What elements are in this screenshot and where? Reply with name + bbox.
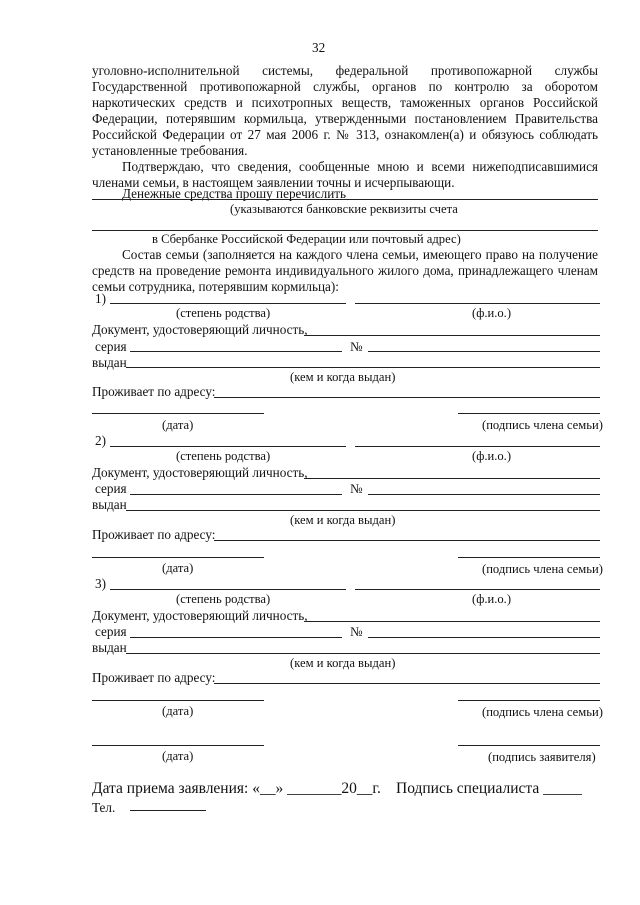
member-3-date-hint: (дата): [162, 704, 194, 718]
member-1-fio-field[interactable]: [355, 303, 600, 304]
member-1-relation-field[interactable]: [110, 303, 346, 304]
member-3-no-field[interactable]: [368, 637, 600, 638]
member-3-series-field[interactable]: [130, 637, 342, 638]
member-2-number: 2): [95, 433, 106, 448]
member-3-fio-hint: (ф.и.о.): [472, 592, 512, 606]
member-3-doc-label: Документ, удостоверяющий личность,: [92, 608, 308, 623]
member-3-issued-label: выдан: [92, 640, 127, 655]
member-1-issued-label: выдан: [92, 355, 127, 370]
member-2-issued-label: выдан: [92, 497, 127, 512]
family-line-1: Состав семьи (заполняется на каждого члена семьи, имеющего право на получение: [122, 247, 598, 262]
member-2-date-hint: (дата): [162, 561, 194, 575]
member-3-fio-field[interactable]: [355, 589, 600, 590]
member-1-address-label: Проживает по адресу:: [92, 384, 216, 399]
bank-line[interactable]: [92, 230, 598, 231]
member-1-sign-field[interactable]: [458, 413, 600, 414]
family-line-3: семьи сотрудника, потерявшим кормильца):: [92, 279, 339, 294]
member-2-no-field[interactable]: [368, 494, 600, 495]
member-2-doc-label: Документ, удостоверяющий личность,: [92, 465, 308, 480]
bank-hint-2: в Сбербанке Российской Федерации или почтовый адрес): [152, 232, 461, 246]
member-3-address-label: Проживает по адресу:: [92, 670, 216, 685]
applicant-sign-hint: (подпись заявителя): [488, 750, 596, 764]
member-2-sign-field[interactable]: [458, 557, 600, 558]
intro-line-2: Государственной противопожарной службы, органов по контролю за оборотом: [92, 79, 598, 94]
member-3-series-label: серия: [95, 624, 127, 639]
intro-line-5: Российской Федерации от 27 мая 2006 г. № 313, ознакомлен(а) и обязуюсь соблюдать: [92, 127, 598, 142]
member-1-no-field[interactable]: [368, 351, 600, 352]
member-1-fio-hint: (ф.и.о.): [472, 306, 512, 320]
member-3-issued-hint: (кем и когда выдан): [290, 656, 396, 670]
member-1-series-field[interactable]: [130, 351, 342, 352]
member-1-doc-field[interactable]: [304, 335, 600, 336]
member-1-no-label: №: [350, 339, 363, 354]
applicant-date-hint: (дата): [162, 749, 194, 763]
member-2-relation-field[interactable]: [110, 446, 346, 447]
member-3-doc-field[interactable]: [304, 621, 600, 622]
member-2-address-field[interactable]: [214, 540, 600, 541]
intro-line-6: установленные требования.: [92, 143, 248, 158]
member-1-issued-field[interactable]: [126, 367, 600, 368]
bank-hint: (указываются банковские реквизиты счета: [230, 202, 458, 216]
member-3-number: 3): [95, 576, 106, 591]
applicant-date-field[interactable]: [92, 745, 264, 746]
member-2-doc-field[interactable]: [304, 478, 600, 479]
member-2-date-field[interactable]: [92, 557, 264, 558]
member-1-address-field[interactable]: [214, 397, 600, 398]
funds-label: Денежные средства прошу перечислить: [122, 186, 347, 201]
member-2-fio-field[interactable]: [355, 446, 600, 447]
member-2-issued-hint: (кем и когда выдан): [290, 513, 396, 527]
funds-line[interactable]: [92, 199, 598, 200]
specialist-sign: Подпись специалиста _____: [396, 780, 582, 797]
member-2-series-field[interactable]: [130, 494, 342, 495]
member-2-fio-hint: (ф.и.о.): [472, 449, 512, 463]
member-3-relation-hint: (степень родства): [176, 592, 271, 606]
member-3-relation-field[interactable]: [110, 589, 346, 590]
member-3-issued-field[interactable]: [126, 653, 600, 654]
member-3-no-label: №: [350, 624, 363, 639]
tel-label: Тел.: [92, 800, 116, 815]
member-1-doc-label: Документ, удостоверяющий личность,: [92, 322, 308, 337]
member-2-series-label: серия: [95, 481, 127, 496]
member-1-date-field[interactable]: [92, 413, 264, 414]
member-1-number: 1): [95, 291, 106, 306]
intro-line-3: наркотических средств и психотропных веществ, таможенных органов Российской: [92, 95, 598, 110]
intro-line-4: Федерации, потерявшим кормильца, утвержденными постановлением Правительства: [92, 111, 598, 126]
receipt-date: Дата приема заявления: «__» _______20__г.: [92, 780, 381, 797]
applicant-sign-field[interactable]: [458, 745, 600, 746]
member-2-issued-field[interactable]: [126, 510, 600, 511]
confirm-line-2: членами семьи, в настоящем заявлении точны и исчерпывающи.: [92, 175, 455, 190]
member-3-address-field[interactable]: [214, 683, 600, 684]
member-1-relation-hint: (степень родства): [176, 306, 271, 320]
member-3-date-field[interactable]: [92, 700, 264, 701]
member-1-date-hint: (дата): [162, 418, 194, 432]
page-number: 32: [312, 40, 326, 55]
member-2-sign-hint: (подпись члена семьи): [482, 562, 603, 576]
intro-line-1: уголовно-исполнительной системы, федеральной противопожарной службы: [92, 63, 598, 78]
family-line-2: средств на проведение ремонта индивидуального жилого дома, принадлежащего членам: [92, 263, 598, 278]
member-2-address-label: Проживает по адресу:: [92, 527, 216, 542]
member-2-relation-hint: (степень родства): [176, 449, 271, 463]
member-3-sign-field[interactable]: [458, 700, 600, 701]
tel-field[interactable]: [130, 810, 206, 811]
member-1-series-label: серия: [95, 339, 127, 354]
member-2-no-label: №: [350, 481, 363, 496]
member-1-issued-hint: (кем и когда выдан): [290, 370, 396, 384]
member-1-sign-hint: (подпись члена семьи): [482, 418, 603, 432]
confirm-line-1: Подтверждаю, что сведения, сообщенные мною и всеми нижеподписавшимися: [122, 159, 598, 174]
member-3-sign-hint: (подпись члена семьи): [482, 705, 603, 719]
